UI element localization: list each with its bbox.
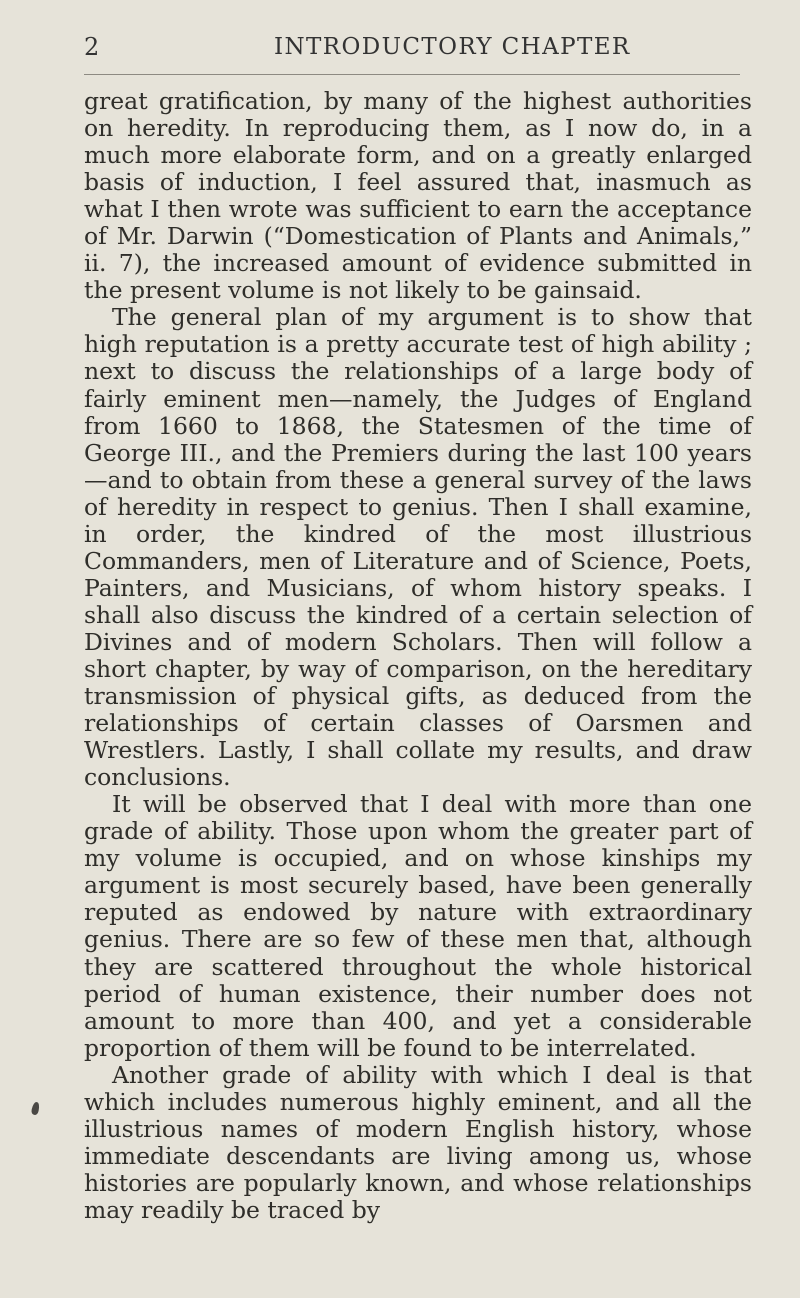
header-rule xyxy=(84,74,740,75)
page-number: 2 xyxy=(84,33,100,61)
body-text xyxy=(84,88,752,1224)
paragraph-continuation: great gratification, by many of the highest authorities on heredity. In reproducing them, as I now do, in a much more elaborate form, and on a greatly enlarged basis of induction, I feel assured that, inasmuch as what I then wrote was sufficient to earn the acceptance of Mr. Darwin (“Domestication of Plants and Animals,” ii. 7), the increased amount of evidence submitted in the present volume is not likely to be gainsaid. xyxy=(84,87,752,305)
paragraph-another-grade: Another grade of ability with which I deal is that which includes numerous highly eminent, and all the illustrious names of modern English history, whose immediate descendants are living among us, whose histories are popularly known, and whose relationships may readily be traced by xyxy=(84,1060,752,1224)
running-title: INTRODUCTORY CHAPTER xyxy=(274,34,631,60)
page-header xyxy=(84,32,744,68)
paragraph-general-plan: The general plan of my argument is to show that high reputation is a pretty accurate test of high ability ; next to discuss the relationships of a large body of fairly eminent men—namely, the Judges of England from 1660 to 1868, the Statesmen of the time of George III., and the Premiers during the last 100 years—and to obtain from these a general survey of the laws of heredity in respect to genius. Then I shall examine, in order, the kindred of the most illustrious Commanders, men of Literature and of Science, Poets, Painters, and Musicians, of whom history speaks. I shall also discuss the kindred of a certain selection of Divines and of modern Scholars. Then will follow a short chapter, by way of comparison, on the hereditary transmission of physical gifts, as deduced from the relationships of certain classes of Oarsmen and Wrestlers. Lastly, I shall collate my results, and draw conclusions. xyxy=(84,303,752,792)
paragraph-grade-of-ability: It will be observed that I deal with more than one grade of ability. Those upon whom the greater part of my volume is occupied, and on whose kinships my argument is most securely based, have been generally reputed as endowed by nature with extraordinary genius. There are so few of these men that, although they are scattered throughout the whole historical period of human existence, their number does not amount to more than 400, and yet a considerable proportion of them will be found to be interrelated. xyxy=(84,790,752,1062)
ink-mark xyxy=(31,1101,41,1115)
